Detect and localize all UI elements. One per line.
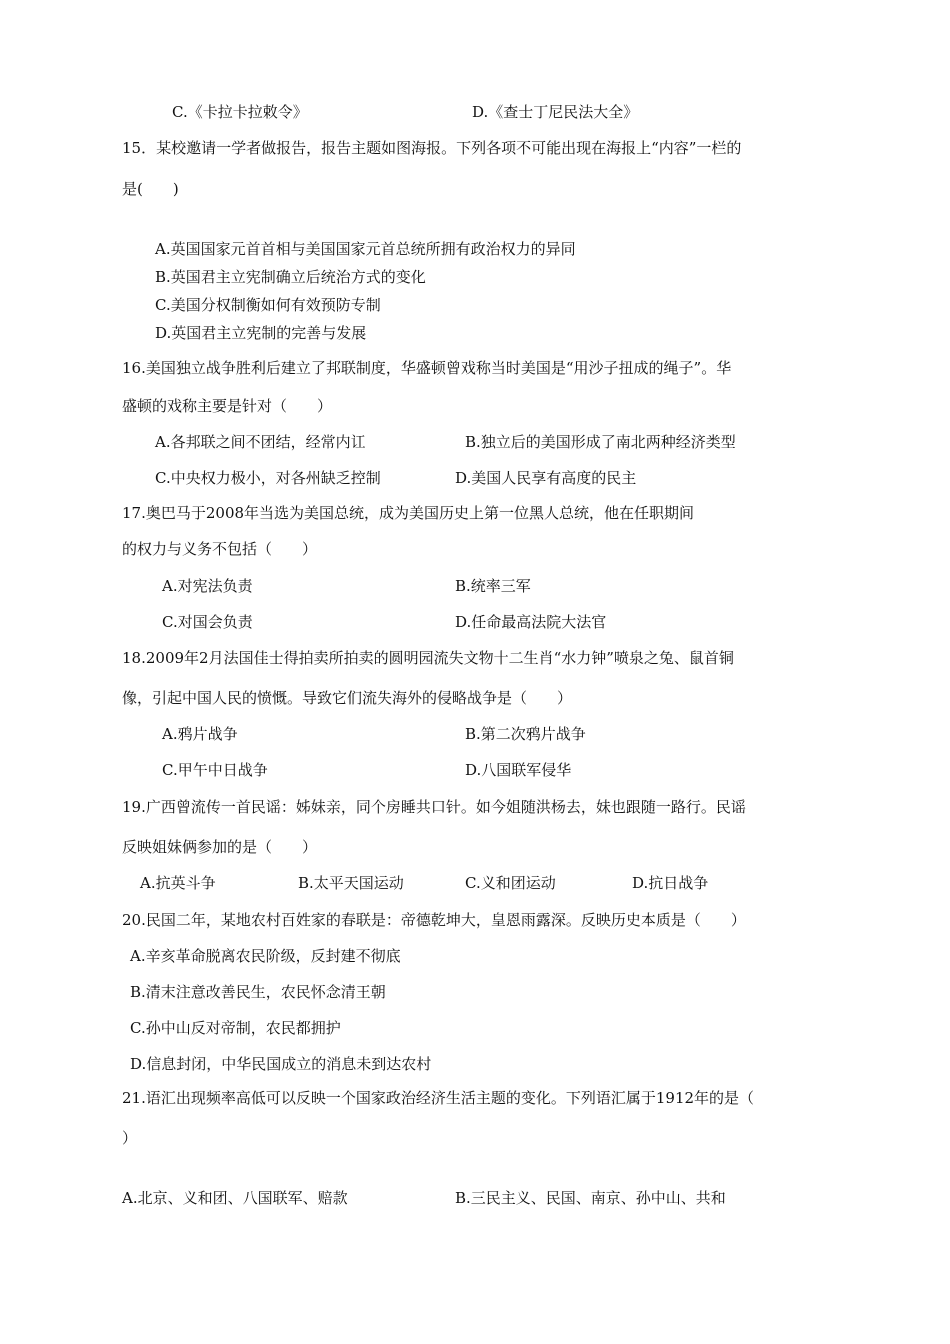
q17-stem-line-1: 17.奥巴马于2008年当选为美国总统，成为美国历史上第一位黑人总统，他在任职期间 (122, 504, 695, 522)
q19-option-c: C.义和团运动 (465, 874, 556, 892)
q18-option-c: C.甲午中日战争 (162, 761, 268, 779)
q16-option-a: A.各邦联之间不团结，经常内讧 (155, 433, 366, 451)
q17-option-d: D.任命最高法院大法官 (455, 613, 607, 631)
q14-option-c: C.《卡拉卡拉敕令》 (172, 103, 308, 121)
q18-option-a: A.鸦片战争 (162, 725, 238, 743)
q21-stem-line-1: 21.语汇出现频率高低可以反映一个国家政治经济生活主题的变化。下列语汇属于1912年的是（ (122, 1089, 755, 1107)
q18-option-b: B.第二次鸦片战争 (465, 725, 586, 743)
q15-option-a: A.英国国家元首首相与美国国家元首总统所拥有政治权力的异同 (155, 240, 576, 258)
q19-stem-line-1: 19.广西曾流传一首民谣：姊妹亲，同个房睡共口针。如今姐随洪杨去，妹也跟随一路行。民谣 (122, 798, 746, 816)
q19-option-d: D.抗日战争 (632, 874, 709, 892)
q20-option-b: B.清末注意改善民生，农民怀念清王朝 (130, 983, 386, 1001)
q15-stem-line-2: 是( ) (122, 180, 179, 198)
q20-option-a: A.辛亥革命脱离农民阶级，反封建不彻底 (130, 947, 401, 965)
q16-stem-line-1: 16.美国独立战争胜利后建立了邦联制度，华盛顿曾戏称当时美国是“用沙子扭成的绳子”。华 (122, 359, 732, 377)
q20-option-d: D.信息封闭，中华民国成立的消息未到达农村 (130, 1055, 432, 1073)
q17-option-b: B.统率三军 (455, 577, 531, 595)
q19-option-b: B.太平天国运动 (298, 874, 404, 892)
q18-stem-line-2: 像，引起中国人民的愤慨。导致它们流失海外的侵略战争是（ ） (122, 689, 573, 707)
q19-stem-line-2: 反映姐妹俩参加的是（ ） (122, 838, 318, 856)
q19-option-a: A.抗英斗争 (140, 874, 216, 892)
q18-option-d: D.八国联军侵华 (465, 761, 572, 779)
q21-option-b: B.三民主义、民国、南京、孙中山、共和 (455, 1189, 726, 1207)
q21-stem-line-2: ） (122, 1129, 138, 1147)
q16-option-d: D.美国人民享有高度的民主 (455, 469, 637, 487)
q17-stem-line-2: 的权力与义务不包括（ ） (122, 540, 318, 558)
q17-option-a: A.对宪法负责 (162, 577, 253, 595)
q21-option-a: A.北京、义和团、八国联军、赔款 (122, 1189, 348, 1207)
q15-option-d: D.英国君主立宪制的完善与发展 (155, 324, 367, 342)
q17-option-c: C.对国会负责 (162, 613, 253, 631)
q15-option-c: C.美国分权制衡如何有效预防专制 (155, 296, 381, 314)
q16-stem-line-2: 盛顿的戏称主要是针对（ ） (122, 397, 333, 415)
q15-option-b: B.英国君主立宪制确立后统治方式的变化 (155, 268, 426, 286)
q18-stem-line-1: 18.2009年2月法国佳士得拍卖所拍卖的圆明园流失文物十二生肖“水力钟”喷泉之兔、鼠首铜 (122, 649, 734, 667)
q20-option-c: C.孙中山反对帝制，农民都拥护 (130, 1019, 341, 1037)
q16-option-c: C.中央权力极小，对各州缺乏控制 (155, 469, 381, 487)
q20-stem-line-1: 20.民国二年，某地农村百姓家的春联是：帝德乾坤大，皇恩雨露深。反映历史本质是（ ） (122, 911, 746, 929)
q14-option-d: D.《查士丁尼民法大全》 (472, 103, 639, 121)
q15-stem-line-1: 15．某校邀请一学者做报告，报告主题如图海报。下列各项不可能出现在海报上“内容”一栏的 (122, 139, 742, 157)
q16-option-b: B.独立后的美国形成了南北两种经济类型 (465, 433, 736, 451)
